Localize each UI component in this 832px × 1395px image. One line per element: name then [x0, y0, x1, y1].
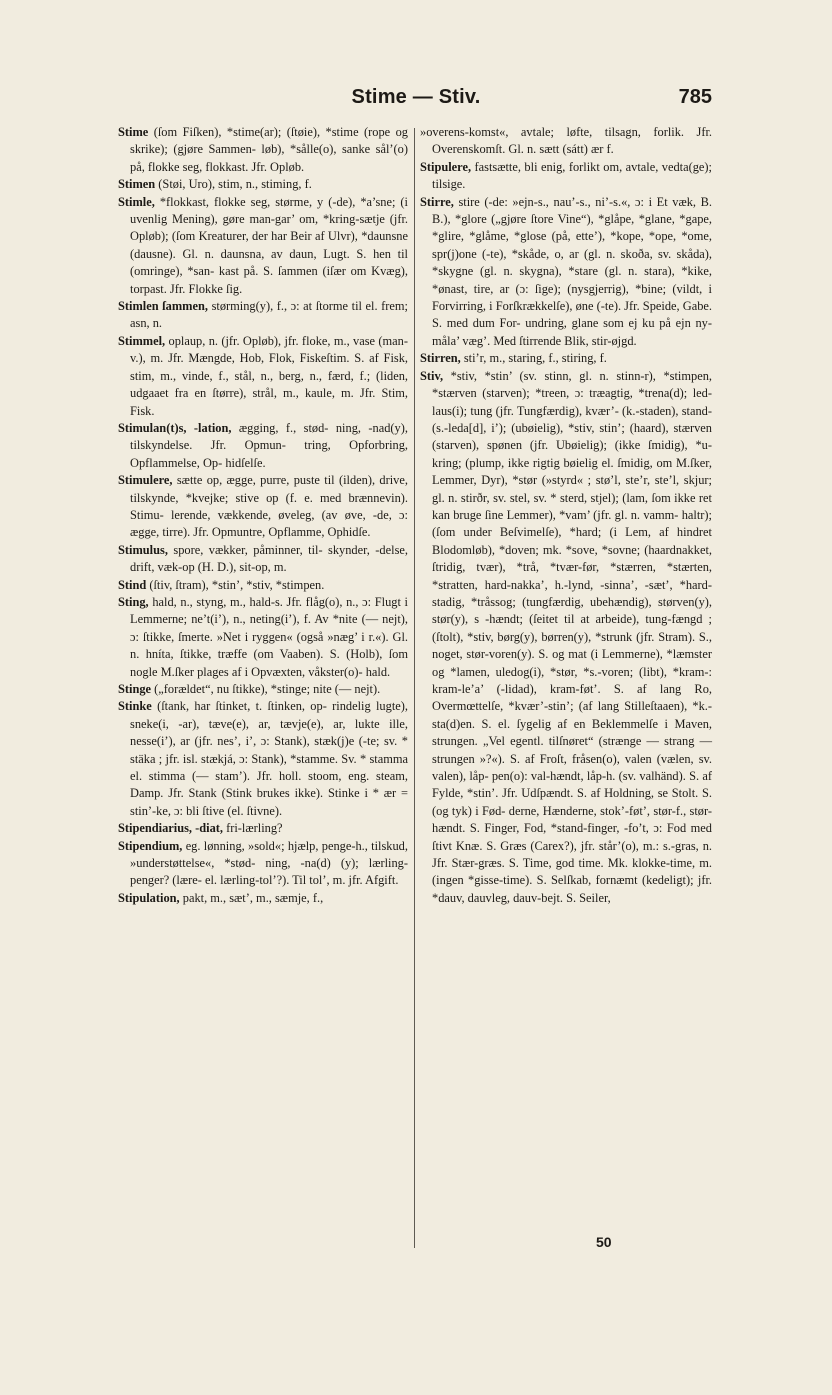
headword: Stimulan(t)s, -lation,: [118, 420, 232, 435]
headword: Sting,: [118, 594, 149, 609]
dictionary-entry: [118, 594, 408, 681]
entry-text: fastsætte, bli enig, forlikt om, avtale, vedta(ge); tilsige.: [432, 159, 712, 192]
headword: Stimmel,: [118, 333, 166, 348]
dictionary-entry: [118, 542, 408, 577]
dictionary-entry: [420, 159, 712, 194]
headword: Stiv,: [420, 368, 444, 383]
dictionary-entry: [118, 333, 408, 420]
entry-text: pakt, m., sæt’, m., sæmje, f.,: [182, 890, 324, 905]
entry-text: *flokkast, flokke seg, størme, y (-de), *a’sne; (i uvenlig Mening), gøre man-gar’ om, *kring-sætje (jfr. Opløb); (ſom Kreaturer, der har Beir af Ulvr), *daunsne (dausne). Gl. n. daunsna, av daun, Lugt. S. hen til (omringe), *san- kast på. S. ſammen (iſær om Kvæg), torpast. Jfr. Flokke ſig.: [130, 194, 408, 296]
headword: Stipendium,: [118, 838, 183, 853]
entry-text: (ſtiv, ſtram), *stin’, *stiv, *stimpen.: [149, 577, 325, 592]
headword: Stipulation,: [118, 890, 180, 905]
entry-text: (Støi, Uro), stim, n., stiming, f.: [158, 177, 312, 192]
headword: Stime: [118, 125, 149, 139]
headword: Stimlen ſammen,: [118, 299, 208, 314]
dictionary-entry: [118, 820, 408, 837]
dictionary-entry: [420, 194, 712, 351]
entry-text: sti’r, m., staring, f., stiring, f.: [463, 351, 607, 366]
headword: Stinge: [118, 682, 152, 696]
entry-text: hald, n., styng, m., hald-s. Jfr. flåg(o), n., ɔ: Flugt i Lemmerne; ne’t(i’), n., neting(i’), f. Av *nite (— nejt), ɔ: ſtikke, ſmerte. »Net i ryggen« (også »næg’ i r.«). Gl. n. hníta, ſtikke, træffe (om Vaaben). S. (Holb), ſom nogle M.ſker plages af i Opvæxten, våkster(o)- hald.: [130, 594, 408, 679]
entry-text: *stiv, *stin’ (sv. stinn, gl. n. stinn-r), *stimpen, *stærven (starven); *treen, ɔ: træagtig, *trena(d); led-laus(i); tung (jfr. Tungfærdig), kvær’- (k.-staden), stand- (s.-leda[d], i’); (ubøielig), *stiv, stin’; (haard), stærven (starven), spønen (jfr. Ubøielig); (ikke ſmidig), *u-kring; (plump, ikke rigtig bøielig el. ſmidig, om M.ſker, Lemmer, Dyr), *stør (»styrd« ; stø’l, ste’r, ste’l, skjur; gl. n. stirðr, sv. stel, sv. * sterd, stjel); (lam, ſom ikke ret kan bruge ſine Lemmer), *vam’ (jfr. gl. n. vamm- haltr); (ſom under Beſvimelſe), *hard; (i Lem, af hindret Blodomløb), *doven; mk. *sove, *sovne; (haardnakket, ſtridig, tvær), *trå, *tvær-før, *stærren, *stærten, *stratten, hard-nakka’, h.-lynd, -sinna’, -sæt’, *hard-stadig, *tråssog; (tungfærdig, ubehændig), størven(y), stør(y), s -hændt; (ſeitet til at arbeide), tung-fængd ; (ſtolt), *stiv, børg(y), børren(y), *strunk (jfr. Stram). S., noget, stør-voren(y). S. og mat (i Lemmerne), *læmster og *lamen, uledog(i), *stør, *s.-voren; (libt), *kram-: kram-le’a’ (-lidad), kram-føt’. S. af lang Ro, Overmœttelſe, *kvær’-stin’; (af lang Stilleſtaaen), *k.-sta(d)en. S. el. ſygelig af en Beklemmelſe i Maven, strungen. „Vel egentl. tilſnøret“ (strænge — strang — strungen »?«). S. af Froſt, fråsen(o), valen (vælen, sv. valen), låp- pen(o): val-hændt, låp-h. (sv. valhänd). S. af Fylde, *stin’. Jfr. Udſpændt. S. af Holdning, se Stolt. S. (og tyk) i Fød- derne, Hænderne, stok’-føt’, stør-f., stør- hændt. S. Finger, Fod, *stand-finger, -fo’t, ɔ: Fod med ſtivt Knæ. S. Græs (Carex?), jfr. står’(o), m.: s.-gras, n. Jfr. Stær-græs. S. Time, god time. Mk. klokke-time, m. (ingen *gisse-time). S. Selſkab, fornæmt (kedeligt); jfr. *dauv, dauvleg, dauv-bejt. S. Seiler,: [432, 368, 712, 905]
entry-text: oplaup, n. (jfr. Opløb), jfr. floke, m., vase (man-v.), m. Jfr. Mængde, Hob, Flok, Fiskeſtim. S. af Fisk, stim, m., vinde, f., stål, n., berg, n., færd, f.; (liden, udgaaet fra en ſtørre), strål, m., kaule, m. Jfr. Stim, Fisk.: [130, 333, 408, 418]
entry-text: sætte op, ægge, purre, puste til (ilden), drive, tilskynde, *kvejke; stive op (f. e. med brænnevin). Stimu- lerende, vækkende, øveleg, (av øve, -de, ɔ: ægge, tirre). Jfr. Opmuntre, Opflamme, Ophidſe.: [130, 473, 408, 540]
sheet-signature: 50: [596, 1234, 612, 1250]
dictionary-entry: [118, 472, 408, 542]
dictionary-entry: [420, 368, 712, 908]
dictionary-entry: [118, 890, 408, 907]
headword: Stinke: [118, 699, 152, 714]
entry-text: fri-lærling?: [226, 821, 283, 836]
page-header: [0, 86, 832, 116]
headword: Stirren,: [420, 351, 461, 366]
headword: Stind: [118, 577, 147, 592]
dictionary-entry: [118, 124, 408, 176]
text-columns: [118, 124, 712, 1264]
entry-text: »overens-komst«, avtale; løfte, tilsagn, forlik. Jfr. Overenskomſt. Gl. n. sætt (sátt) ær f.: [420, 125, 712, 157]
headword: Stimulus,: [118, 542, 168, 557]
running-title: Stime — Stiv.: [351, 86, 481, 108]
entry-text: („forældet“, nu ſtikke), *stinge; nite (— nejt).: [154, 682, 381, 696]
headword: Stimulere,: [118, 473, 173, 488]
dictionary-entry: [420, 350, 712, 367]
entry-text: størming(y), f., ɔ: at ſtorme til el. frem; asn, n.: [130, 299, 408, 331]
column-divider: [414, 128, 415, 1248]
entry-text: eg. lønning, »sold«; hjælp, penge-h., tilskud, »understøttelse«, *stød- ning, -na(d) (y); lærling-penger? (lære- el. lærling-tol’?). Til tol’, m. jfr. Afgift.: [130, 838, 408, 888]
dictionary-entry: [420, 124, 712, 159]
headword: Stimle,: [118, 194, 155, 209]
headword: Stipendiarius, -diat,: [118, 821, 223, 836]
entry-text: stire (-de: »ejn-s., nau’-s., ni’-s.«, ɔ: i Et væk, B. B.), *glore („gjøre ſtore Vine“), *glåpe, *glane, *gape, *glire, *glåme, *glose (på, ette’), *kope, *ope, *ome, spr(j)one (-te), *skåde, o, ar (gl. n. skoða, sv. skåda), *skygne (gl. n. skygna), *stare (gl. n. stara), *kike, *ønast, tire, ar (ɔ: ſige); (nysgjerrig), *bine; (vildt, i Forvirring, i Forſkrækkelſe), øne (-te). Jfr. Speide, Gabe. S. med dum For- undring, glane som ej ku på ejn ny- måla’ væg’. Med ſtirrende Blik, stir-øjgd.: [432, 194, 712, 348]
entry-text: (ſtank, har ſtinket, t. ſtinken, op- rindelig lugte), sneke(i, -ar), tæve(e), ar, tævje(e), ar, lukte ille, nesse(i’), ar (jfr. nes’, i’, ɔ: Stank), stæk(j)e (-te; sv. * stäka ; jfr. isl. stækjá, ɔ: Stank), *stamme. Sv. * stamma el. stimma (— stam’). Jfr. holl. stoom, eng. steam, Damp. Jfr. Stank (Stink brukes ikke). Stinke i * ær = stin’-ke, ɔ: bli ſtive (el. ſtivne).: [130, 699, 408, 818]
dictionary-entry: [118, 420, 408, 472]
page-number: 785: [678, 86, 712, 108]
right-column: [420, 124, 712, 1264]
headword: Stipulere,: [420, 159, 472, 174]
left-column: [118, 124, 408, 1264]
dictionary-entry: [118, 681, 408, 698]
dictionary-entry: [118, 698, 408, 820]
entry-text: spore, vækker, påminner, til- skynder, -delse, drift, væk-op (H. D.), sit-op, m.: [130, 542, 408, 575]
dictionary-entry: [118, 176, 408, 193]
entry-text: (ſom Fiſken), *stime(ar); (ſtøie), *stime (rope og skrike); (gjøre Sammen- løb), *sålle(o), sanke sål’(o) på, flokke seg, flokkast. Jfr. Opløb.: [130, 125, 408, 174]
headword: Stirre,: [420, 194, 454, 209]
dictionary-entry: [118, 577, 408, 594]
entry-text: ægging, f., stød- ning, -nad(y), tilskyndelse. Jfr. Opmun- tring, Opforbring, Opflammelse, Op- hidſelſe.: [130, 420, 408, 470]
dictionary-entry: [118, 194, 408, 298]
dictionary-entry: [118, 838, 408, 890]
dictionary-entry: [118, 298, 408, 333]
headword: Stimen: [118, 177, 156, 192]
